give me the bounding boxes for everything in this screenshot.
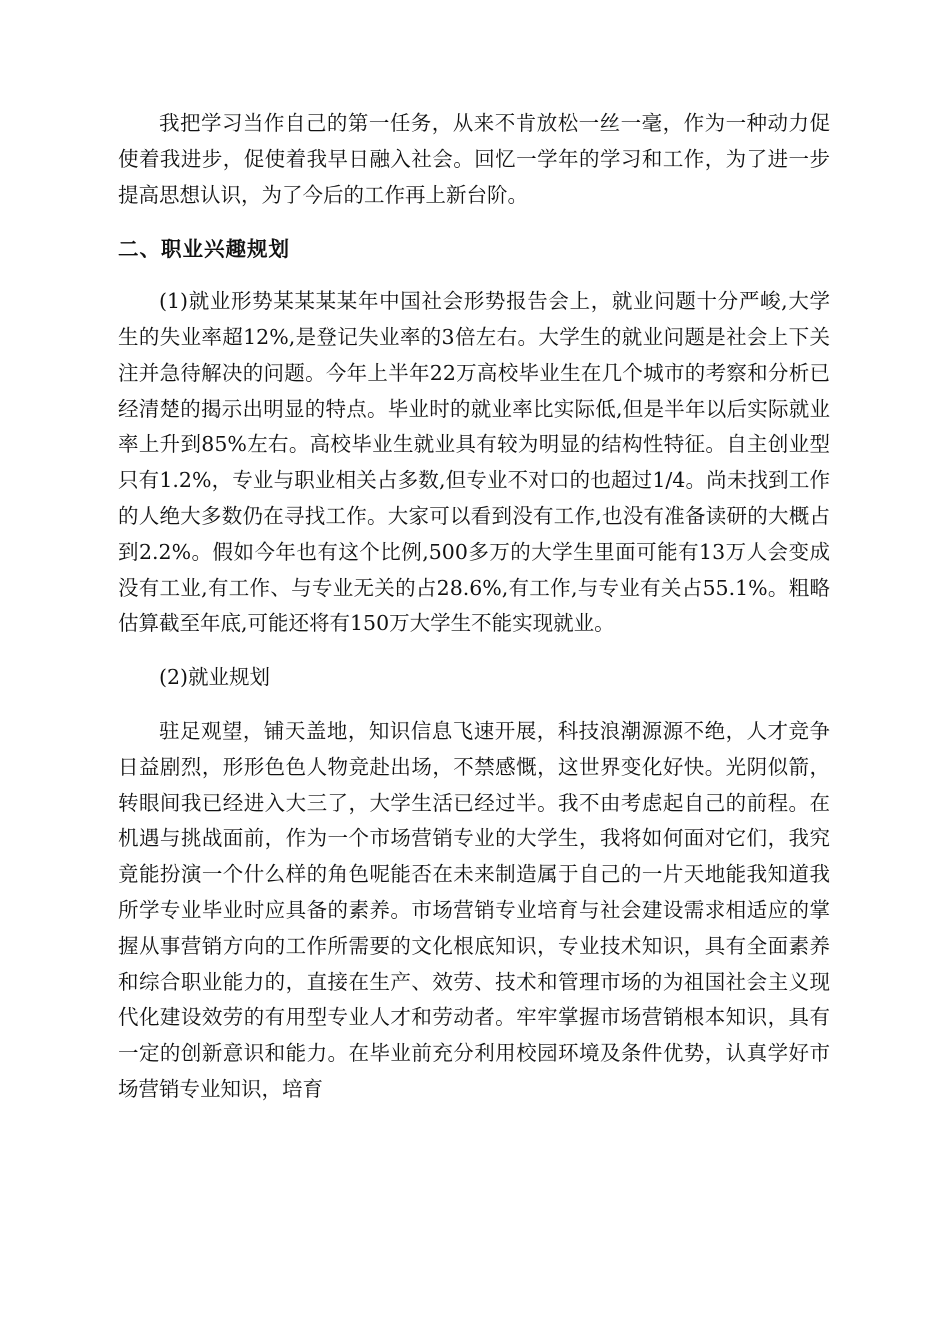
paragraph-employment-plan-body: 驻足观望，铺天盖地，知识信息飞速开展，科技浪潮源源不绝，人才竞争日益剧烈，形形色色人物竞赴出场，不禁感慨，这世界变化好快。光阴似箭，转眼间我已经进入大三了，大学生活已经过半。我不由考虑起自己的前程。在机遇与挑战面前，作为一个市场营销专业的大学生，我将如何面对它们，我究竟能扮演一个什么样的角色呢能否在未来制造属于自己的一片天地能我知道我所学专业毕业时应具备的素养。市场营销专业培育与社会建设需求相适应的掌握从事营销方向的工作所需要的文化根底知识，专业技术知识，具有全面素养和综合职业能力的，直接在生产、效劳、技术和管理市场的为祖国社会主义现代化建设效劳的有用型专业人才和劳动者。牢牢掌握市场营销根本知识，具有一定的创新意识和能力。在毕业前充分利用校园环境及条件优势，认真学好市场营销专业知识，培育 bbox=[118, 718, 830, 1101]
document-page bbox=[118, 106, 830, 1108]
paragraph-study-intro: 我把学习当作自己的第一任务，从来不肯放松一丝一毫，作为一种动力促使着我进步，促使着我早日融入社会。回忆一学年的学习和工作，为了进一步提高思想认识，为了今后的工作再上新台阶。 bbox=[118, 111, 830, 207]
paragraph-employment-plan-heading: (2)就业规划 bbox=[159, 665, 271, 690]
paragraph-employment-situation: (1)就业形势某某某某年中国社会形势报告会上，就业问题十分严峻,大学生的失业率超12%,是登记失业率的3倍左右。大学生的就业问题是社会上下关注并急待解决的问题。今年上半年22万高校毕业生在几个城市的考察和分析已经清楚的揭示出明显的特点。毕业时的就业率比实际低,但是半年以后实际就业率上升到85%左右。高校毕业生就业具有较为明显的结构性特征。自主创业型只有1.2%，专业与职业相关占多数,但专业不对口的也超过1/4。尚未找到工作的人绝大多数仍在寻找工作。大家可以看到没有工作,也没有准备读研的大概占到2.2%。假如今年也有这个比例,500多万的大学生里面可能有13万人会变成没有工业,有工作、与专业无关的占28.6%,有工作,与专业有关占55.1%。粗略估算截至年底,可能还将有150万大学生不能实现就业。 bbox=[118, 289, 830, 636]
section-heading-career-interest: 二、职业兴趣规划 bbox=[118, 237, 290, 262]
